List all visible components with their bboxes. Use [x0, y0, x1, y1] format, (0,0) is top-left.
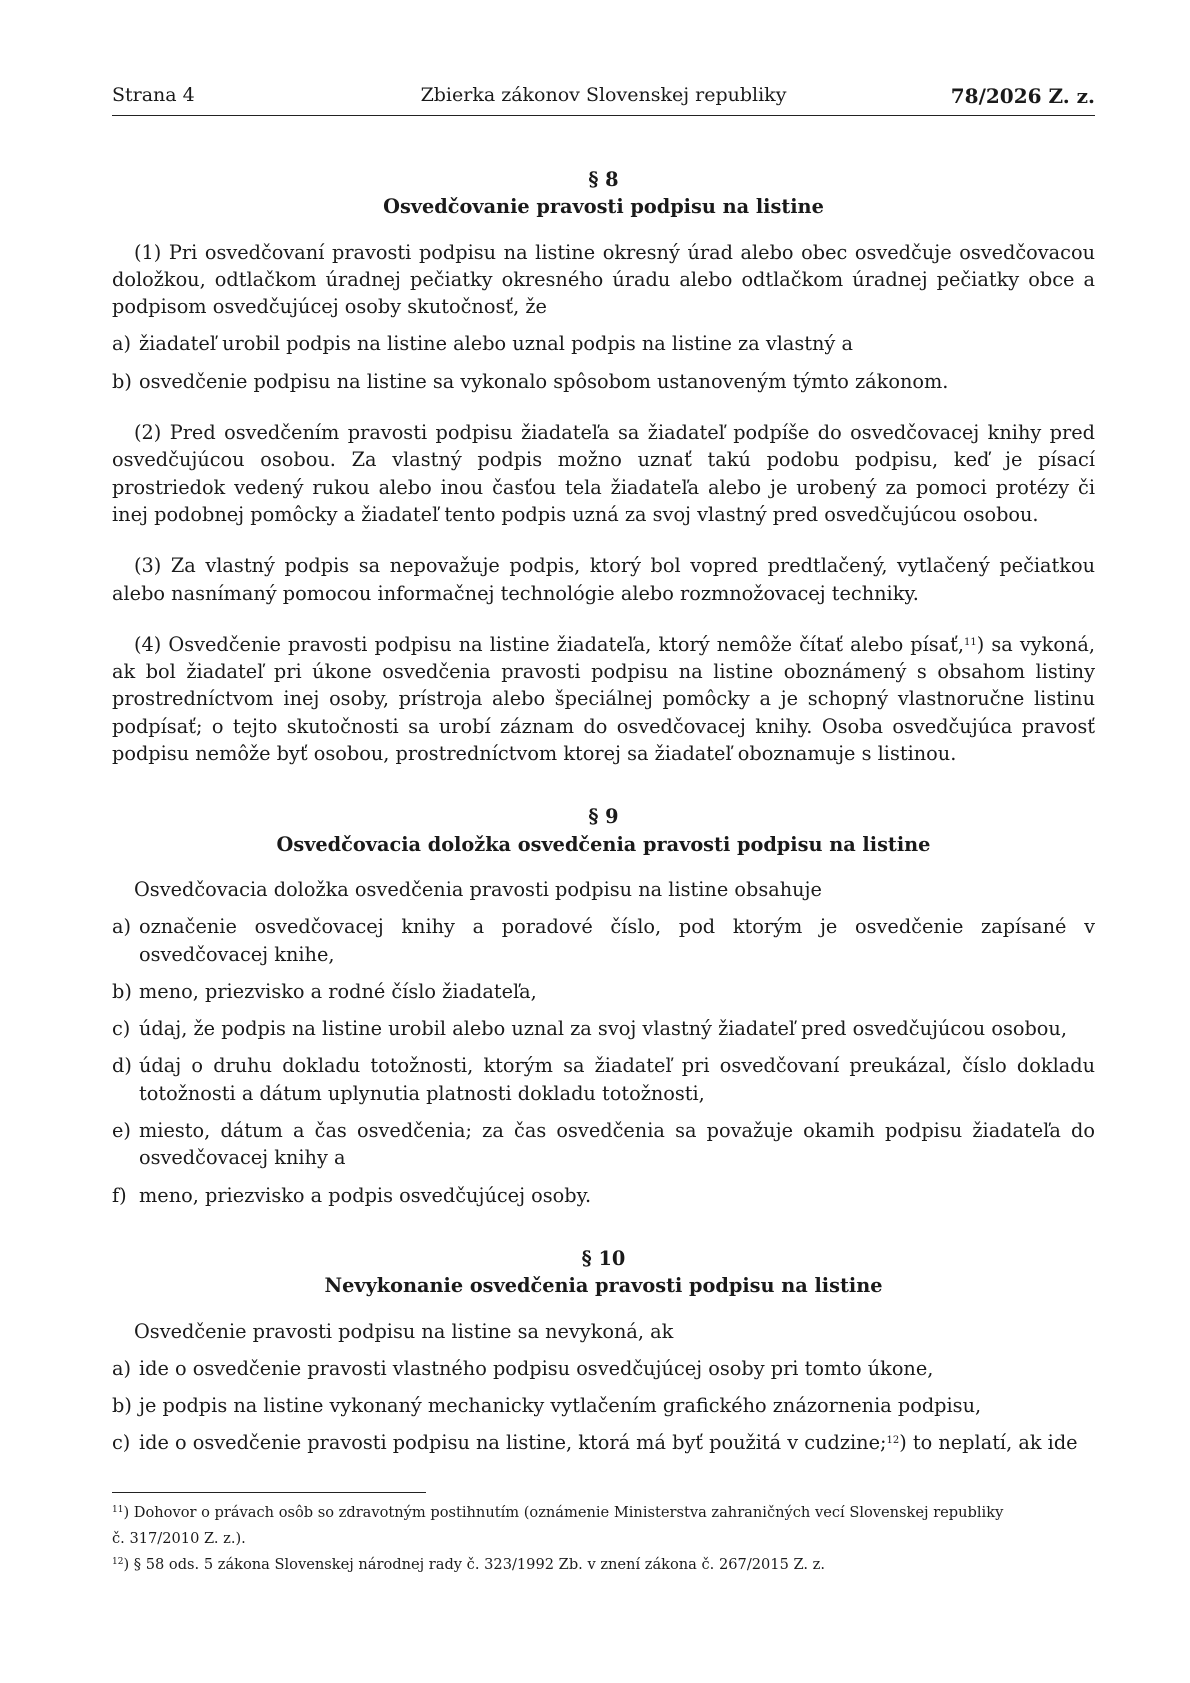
footnote-text: ) Dohovor o právach osôb so zdravotným postihnutím (oznámenie Ministerstva zahraničných vecí Slovenskej republiky: [123, 1504, 1004, 1521]
page-number: Strana 4: [112, 84, 195, 106]
page-header: [112, 84, 1095, 114]
header-rule: [112, 115, 1095, 116]
list-item: [112, 1117, 1095, 1172]
list-item-label: f): [112, 1183, 127, 1207]
list-item-text: miesto, dátum a čas osvedčenia; za čas osvedčenia sa považuje okamih podpisu žiadateľa do osvedčovacej knihy a: [139, 1119, 1095, 1170]
section-number: § 8: [588, 168, 619, 191]
footnote-11-continuation: č. 317/2010 Z. z.).: [112, 1530, 246, 1547]
list-item: [112, 913, 1095, 968]
section-title: Osvedčovacia doložka osvedčenia pravosti podpisu na listine: [276, 832, 931, 856]
section-9-list: [112, 913, 1095, 1209]
section-title: Nevykonanie osvedčenia pravosti podpisu na listine: [324, 1274, 883, 1298]
list-item-text: meno, priezvisko a podpis osvedčujúcej osoby.: [139, 1183, 592, 1207]
list-item-label: c): [112, 1017, 131, 1041]
footnote-12: [112, 1552, 1095, 1578]
paragraph-4-text: (4) Osvedčenie pravosti podpisu na listine žiadateľa, ktorý nemôže čítať alebo písať,: [134, 632, 965, 656]
list-item-text: je podpis na listine vykonaný mechanicky vytlačením grafického znázornenia podpisu,: [139, 1394, 982, 1418]
list-item-text: žiadateľ urobil podpis na listine alebo uznal podpis na listine za vlastný a: [139, 332, 853, 356]
list-item-text: údaj o druhu dokladu totožnosti, ktorým sa žiadateľ pri osvedčovaní preukázal, číslo dokladu totožnosti a dátum uplynutia platnosti dokladu totožnosti,: [139, 1054, 1095, 1105]
list-item: [112, 1355, 1095, 1382]
document-body: [112, 166, 1095, 1467]
list-item-label: b): [112, 369, 132, 393]
paragraph-1: (1) Pri osvedčovaní pravosti podpisu na listine okresný úrad alebo obec osvedčuje osvedčovacou doložkou, odtlačkom úradnej pečiatky okresného úradu alebo odtlačkom úradnej pečiatky obce a podpisom osvedčujúcej osoby skutočnosť, že: [112, 240, 1095, 319]
footnote-separator: [112, 1492, 426, 1493]
list-item: [112, 1392, 1095, 1419]
footnote-11: [112, 1500, 1095, 1526]
list-item-label: d): [112, 1054, 132, 1078]
list-item: [112, 1052, 1095, 1107]
list-item-text: meno, priezvisko a rodné číslo žiadateľa,: [139, 979, 537, 1003]
list-item: [112, 330, 1095, 357]
footnote-ref-12[interactable]: 12: [886, 1435, 900, 1447]
section-9: [112, 803, 1095, 1209]
list-item-label: a): [112, 332, 132, 356]
list-item: [112, 978, 1095, 1005]
section-10: [112, 1245, 1095, 1457]
list-item-label: b): [112, 979, 132, 1003]
list-item-text: označenie osvedčovacej knihy a poradové číslo, pod ktorým je osvedčenie zapísané v osvedčovacej knihe,: [139, 915, 1095, 966]
section-intro: Osvedčovacia doložka osvedčenia pravosti podpisu na listine obsahuje: [134, 877, 822, 901]
list-item: [112, 1015, 1095, 1042]
paragraph-4: [112, 631, 1095, 767]
list-item-label: e): [112, 1119, 131, 1143]
list-item-text: ide o osvedčenie pravosti podpisu na listine, ktorá má byť použitá v cudzine;: [139, 1431, 887, 1455]
paragraph-3: (3) Za vlastný podpis sa nepovažuje podpis, ktorý bol vopred predtlačený, vytlačený pečiatkou alebo nasnímaný pomocou informačnej technológie alebo rozmnožovacej techniky.: [112, 554, 1095, 605]
list-item: [112, 1429, 1095, 1456]
list-item-text: údaj, že podpis na listine urobil alebo uznal za svoj vlastný žiadateľ pred osvedčujúcou osobou,: [139, 1017, 1067, 1041]
section-8: [112, 166, 1095, 767]
list-item-text: ide o osvedčenie pravosti vlastného podpisu osvedčujúcej osoby pri tomto úkone,: [139, 1356, 934, 1380]
footnote-ref-11[interactable]: 11: [964, 636, 977, 648]
list-item: [112, 368, 1095, 395]
footnotes: [112, 1500, 1095, 1578]
list-item-text: osvedčenie podpisu na listine sa vykonalo spôsobom ustanoveným týmto zákonom.: [139, 369, 949, 393]
publication-title: Zbierka zákonov Slovenskej republiky: [420, 84, 787, 106]
list-item: [112, 1182, 1095, 1209]
list-item-label: a): [112, 1356, 132, 1380]
paragraph-4-text-cont: ) sa vykoná, ak bol žiadateľ pri úkone osvedčenia pravosti podpisu na listine oboznámený s obsahom listiny prostredníctvom inej osoby, prístroja alebo špeciálnej pomôcky a je schopný vlastnoručne listinu podpísať; o tejto skutočnosti sa urobí záznam do osvedčovacej knihy. Osoba osvedčujúca pravosť podpisu nemôže byť osobou, prostredníctvom ktorej sa žiadateľ oboznamuje s listinou.: [112, 632, 1095, 766]
law-number: 78/2026 Z. z.: [950, 84, 1095, 108]
footnote-text: ) § 58 ods. 5 zákona Slovenskej národnej rady č. 323/1992 Zb. v znení zákona č. 267/2015 Z. z.: [123, 1556, 826, 1573]
section-number: § 10: [581, 1246, 626, 1270]
footnote-number: 11: [112, 1505, 124, 1515]
list-item-label: b): [112, 1394, 132, 1418]
list-item-text-cont: ) to neplatí, ak ide: [899, 1431, 1078, 1455]
footnote-number: 12: [112, 1557, 124, 1567]
list-item-label: c): [112, 1431, 131, 1455]
list-item-label: a): [112, 915, 132, 939]
section-intro: Osvedčenie pravosti podpisu na listine sa nevykoná, ak: [134, 1319, 674, 1343]
paragraph-2: (2) Pred osvedčením pravosti podpisu žiadateľa sa žiadateľ podpíše do osvedčovacej knihy pred osvedčujúcou osobou. Za vlastný podpis možno uznať takú podobu podpisu, keď je písací prostriedok vedený rukou alebo inou časťou tela žiadateľa alebo je urobený za pomoci protézy či inej podobnej pomôcky a žiadateľ tento podpis uzná za svoj vlastný pred osvedčujúcou osobou.: [112, 421, 1095, 526]
section-title: Osvedčovanie pravosti podpisu na listine: [383, 195, 824, 219]
section-number: § 9: [588, 805, 619, 829]
